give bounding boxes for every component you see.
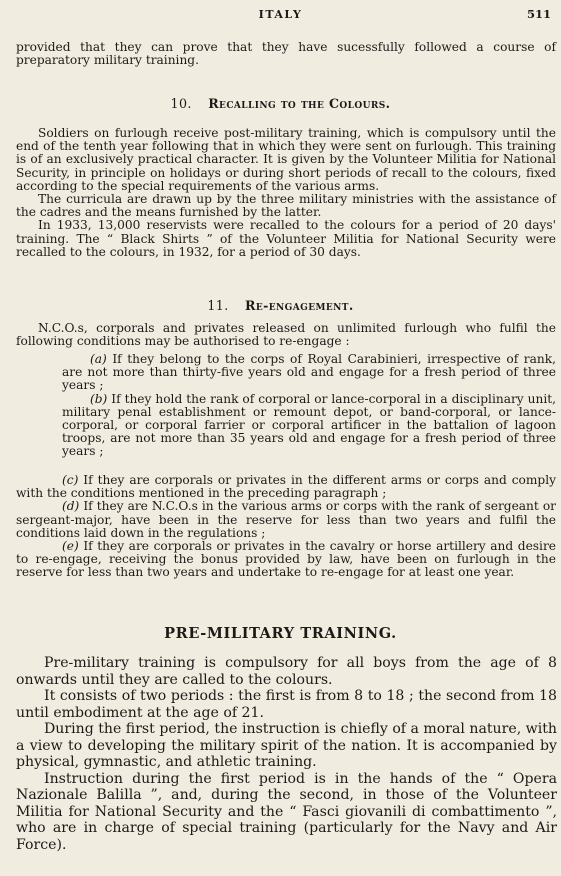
- section-10-paragraph: Soldiers on furlough receive post-military training, which is compulsory until the end of the tenth year following that in which they were sent on furlough. This training is of an exclusively practical character. It is given by the Volunteer Militia for National Security, in principle on holidays or during short periods of recall to the colours, fixed according to the special requirements of the various arms.: [16, 126, 556, 193]
- pre-military-body: [16, 655, 557, 853]
- intro-paragraph: provided that they can prove that they have sucessfully followed a course of preparatory military training.: [16, 40, 556, 68]
- pre-military-paragraph: Instruction during the first period is in the hands of the “ Opera Nazionale Balilla ”, and, during the second, in those of the Volunteer Militia for National Security and the “ Fasci giovanili di combattimento ”, who are in charge of special training (particularly for the Navy and Air Force).: [16, 770, 557, 853]
- section-10-number: 10.: [170, 96, 192, 111]
- condition-item: [16, 474, 556, 500]
- section-10-paragraph: The curricula are drawn up by the three military ministries with the assistance of the cadres and the means furnished by the latter.: [16, 192, 556, 220]
- pre-military-paragraph: It consists of two periods : the first is from 8 to 18 ; the second from 18 until embodiment at the age of 21.: [16, 688, 557, 721]
- condition-label: (a): [90, 352, 107, 366]
- pre-military-paragraph: Pre-military training is compulsory for all boys from the age of 8 onwards until they are called to the colours.: [16, 655, 557, 688]
- condition-label: (e): [62, 539, 79, 554]
- condition-text: If they are N.C.O.s in the various arms or corps with the rank of sergeant or sergeant-major, have been in the reserve for less than two years and fulfil the conditions laid down in the regulations ;: [16, 499, 556, 540]
- section-10-body: [16, 127, 556, 259]
- section-10-paragraph: In 1933, 13,000 reservists were recalled to the colours for a period of 20 days' training. The “ Black Shirts ” of the Volunteer Militia for National Security were recalled to the colours, in 1932, for a period of 30 days.: [16, 218, 556, 259]
- condition-item: [62, 393, 556, 459]
- condition-list: [62, 353, 556, 459]
- condition-text: If they hold the rank of corporal or lance-corporal in a disciplinary unit, military penal establishment or remount depot, or band-corporal, or lance-corporal, or corporal farrier or corporal artificer in the battalion of lagoon troops, are not more than 35 years old and engage for a fresh period of three years ;: [62, 391, 557, 459]
- intro-text-block: [16, 41, 556, 67]
- condition-label: (d): [62, 499, 80, 514]
- section-10-heading: [0, 96, 561, 111]
- condition-label: (c): [62, 473, 79, 487]
- section-11-intro-paragraph: N.C.O.s, corporals and privates released on unlimited furlough who fulfil the following conditions may be authorised to re-engage :: [16, 321, 556, 349]
- running-header: ITALY: [258, 8, 303, 21]
- page-number: 511: [526, 7, 551, 21]
- section-10-title: Recalling to the Colours.: [208, 96, 391, 111]
- condition-item: [62, 353, 556, 393]
- section-11-heading: [0, 298, 561, 313]
- pre-military-paragraph: During the first period, the instruction is chiefly of a moral nature, with a view to developing the military spirit of the nation. It is accompanied by physical, gymnastic, and athletic training.: [16, 721, 557, 770]
- section-11-title: Re-engagement.: [245, 298, 354, 313]
- condition-text: If they are corporals or privates in the cavalry or horse artillery and desire to re-engage, receiving the bonus provided by law, have been on furlough in the reserve for less than two years and undertake to re-engage for at least one year.: [16, 539, 556, 580]
- section-11-intro: [16, 322, 556, 348]
- condition-text: If they are corporals or privates in the different arms or corps and comply with the conditions mentioned in the preceding paragraph ;: [16, 473, 557, 501]
- pre-military-training-heading: PRE-MILITARY TRAINING.: [164, 625, 397, 642]
- condition-list-continued: [16, 474, 556, 580]
- condition-item: [16, 500, 556, 540]
- condition-label: (b): [90, 391, 108, 406]
- condition-item: [16, 540, 556, 580]
- section-11-number: 11.: [207, 298, 229, 313]
- condition-text: If they belong to the corps of Royal Carabinieri, irrespective of rank, are not more than thirty-five years old and engage for a fresh period of three years ;: [62, 352, 557, 393]
